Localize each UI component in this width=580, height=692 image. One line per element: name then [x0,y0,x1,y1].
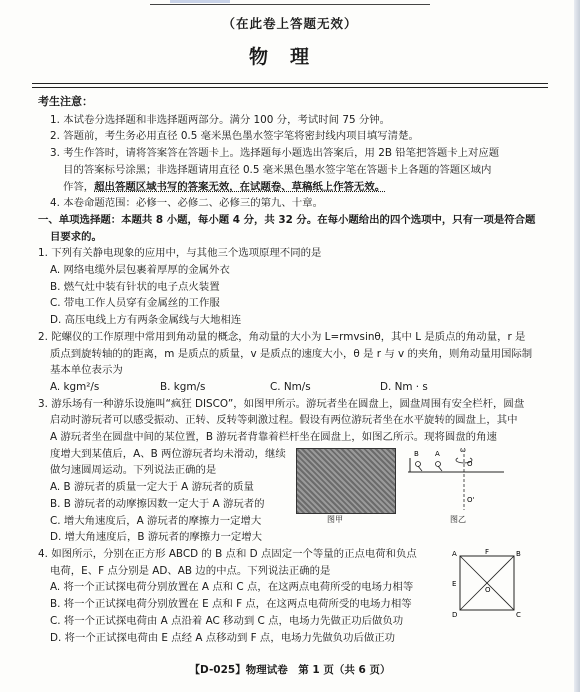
q2-line-3: 基本单位表示为 [50,364,123,377]
q4-option-d: D. 将一个正试探电荷由 E 点经 A 点移动到 F 点，电场力先做负功后做正功 [50,631,396,644]
fig-yi-label-o2: O' [467,496,475,504]
instructions-title: 考生注意： [38,95,93,108]
q3-option-a: A. B 游玩者的质量一定大于 A 游玩者的质量 [50,481,254,494]
page-footer: 【D-025】物理试卷 第 1 页（共 6 页） [189,664,391,676]
q3-option-c: C. 增大角速度后，A 游玩者的摩擦力一定增大 [50,514,262,527]
fig-sq-label-b: B [516,550,521,558]
fig-yi-label-omega: ω [460,446,466,454]
q3-option-b: B. B 游玩者的动摩擦因数一定大于 A 游玩者的 [50,497,265,510]
figure-jia-label: 图甲 [327,515,343,524]
figure-square-abcd [452,548,522,618]
q1-option-a: A. 网络电缆外层包裹着厚厚的金属外衣 [50,264,230,277]
header-rule [32,83,548,84]
no-answer-notice: （在此卷上答题无效） [222,16,358,31]
fig-sq-label-c: C [516,611,521,618]
fig-sq-label-e: E [452,580,457,588]
q3-line-1: 3. 游乐场有一种游乐设施叫“疯狂 DISCO”，如图甲所示。游玩者坐在圆盘上，圆盘周围有安全栏杆，圆盘 [38,397,525,410]
fig-sq-label-d: D [452,611,458,618]
instruction-3c [38,179,548,196]
page-edge-shadow [574,0,580,692]
q3-line-5: 做匀速圆周运动。下列说法正确的是 [50,464,217,477]
q2-option-d: D. Nm · s [380,380,428,393]
q2-line-1: 2. 陀螺仪的工作原理中常用到角动量的概念，角动量的大小为 L=rmvsinθ，其中 L 是质点的角动量，r 是 [38,330,526,343]
q3-line-2: 启动时游玩者可以感受振动、正转、反转等刺激过程。假设有两位游玩者坐在水平旋转的圆盘上，其中 [50,414,518,427]
fig-yi-label-o: O [467,460,473,468]
section1-heading-1: 一、单项选择题：本题共 8 小题，每小题 4 分，共 32 分。在每小题给出的四个选项中，只有一项是符合题 [38,213,536,226]
q2-option-a: A. kgm²/s [50,380,100,393]
header-rule-thin [32,87,548,88]
instruction-3c-pre: 作答， [63,180,95,193]
q1-option-b: B. 燃气灶中装有针状的电子点火装置 [50,280,220,293]
q2-line-2: 质点到旋转轴的的距离，m 是质点的质量，v 是质点的速度大小，θ 是 r 与 v 的夹角，则角动量用国际制 [50,347,533,360]
q4-option-b: B. 将一个正试探电荷分别放置在 E 点和 F 点，在这两点电荷所受的电场力相等 [50,598,412,611]
fig-yi-label-b: B [414,450,419,458]
figure-jia-photo [296,448,396,514]
fig-sq-label-a: A [452,550,457,558]
q4-line-2: 电荷，E、F 点分别是 AD、AB 边的中点。下列说法正确的是 [50,564,331,577]
q1-option-c: C. 带电工作人员穿有金属丝的工作服 [50,297,220,310]
q4-line-1: 4. 如图所示，分别在正方形 ABCD 的 B 点和 D 点固定一个等量的正点电荷和负点 [38,547,417,560]
q4-option-c: C. 将一个正试探电荷由 A 点沿着 AC 移动到 C 点，电场力先做正功后做负功 [50,614,404,627]
q3-line-3: A 游玩者坐在圆盘中间的某位置，B 游玩者背靠着栏杆坐在圆盘上，如图乙所示。现将圆盘的角速 [50,431,497,444]
figure-yi-diagram [404,444,514,516]
instruction-3a: 3. 考生作答时，请将答案答在答题卡上。选择题每小题选出答案后，用 2B 铅笔把答题卡上对应题 [50,147,500,160]
figure-yi-label: 图乙 [450,515,466,524]
q2-option-b: B. kgm/s [160,380,206,393]
instruction-2: 2. 答题前，考生务必用直径 0.5 毫米黑色墨水签字笔将密封线内项目填写清楚。 [50,130,419,143]
instruction-3b: 目的答案标号涂黑；非选择题请用直径 0.5 毫米黑色墨水签字笔在答题卡上各题的答题区域内 [63,163,492,176]
section1-heading-2: 目要求的。 [50,230,102,243]
q3-option-d: D. 增大角速度后，B 游玩者的摩擦力一定增大 [50,531,263,544]
instruction-3c-bold: 超出答题区域书写的答案无效，在试题卷、草稿纸上作答无效。 [94,180,386,193]
q4-option-a: A. 将一个正试探电荷分别放置在 A 点和 C 点，在这两点电荷所受的电场力相等 [50,581,414,594]
instruction-1: 1. 本试卷分选择题和非选择题两部分。满分 100 分，考试时间 75 分钟。 [50,113,391,126]
subject-title: 物理 [248,46,331,68]
q1-option-d: D. 高压电线上方有两条金属线与大地相连 [50,314,242,327]
fig-yi-label-a: A [435,450,440,458]
q3-line-4: 度增大到某值后，A、B 两位游玩者均未滑动，继续 [50,447,286,460]
fig-sq-label-f: F [485,548,490,556]
top-blur-mark [170,0,230,3]
q1-stem: 1. 下列有关静电现象的应用中，与其他三个选项原理不同的是 [38,247,322,260]
q2-option-c: C. Nm/s [270,380,311,393]
fig-sq-label-o: O [485,586,491,594]
instruction-4: 4. 本卷命题范围：必修一、必修二、必修三的第九、十章。 [50,197,323,210]
q2-options [38,379,548,396]
